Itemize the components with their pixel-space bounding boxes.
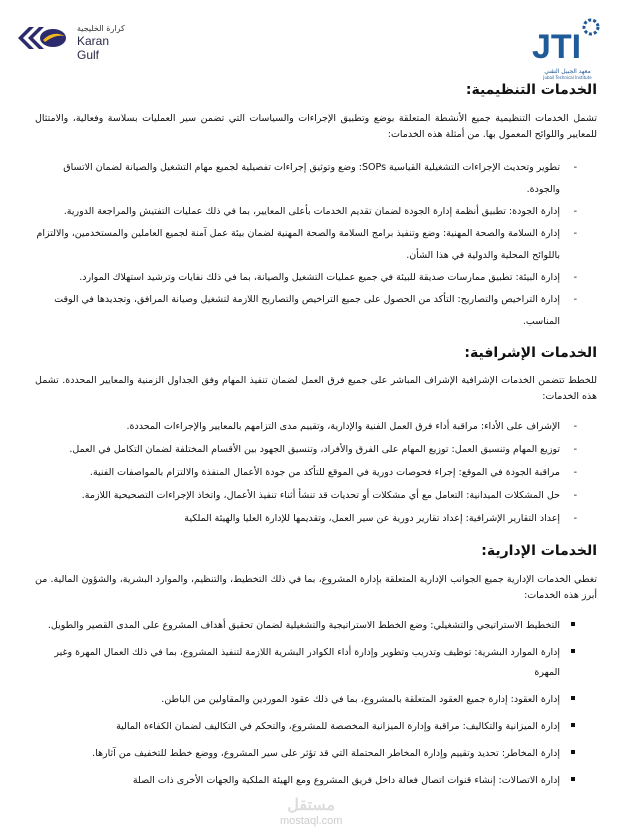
bullet-square-icon	[571, 777, 575, 781]
bullet-square-icon	[571, 750, 575, 754]
bullet-square-icon	[571, 723, 575, 727]
section-intro: للخطط تتضمن الخدمات الإشرافية الإشراف المباشر على جميع فرق العمل لضمان تنفيذ المهام وفق الجداول الزمنية والمعايير المحددة. تشمل هذه الخدمات:	[35, 375, 597, 402]
list-item: إدارة المخاطر: تحديد وتقييم وإدارة المخاطر المحتملة التي قد تؤثر على سير المشروع، ووضع خطط للتخفيف من آثارها.	[35, 744, 597, 764]
list-item: - إدارة الجودة: تطبيق أنظمة إدارة الجودة لضمان تقديم الخدمات بأعلى المعايير، بما في ذلك عمليات التفتيش والمراجعة الدورية.	[63, 206, 577, 217]
section-title: الخدمات الإشرافية:	[464, 345, 597, 361]
bullet-square-icon	[571, 649, 575, 653]
bullet-square-icon	[571, 622, 575, 626]
list-item: - الإشراف على الأداء: مراقبة أداء فرق العمل الفنية والإدارية، وتقييم مدى التزامهم بالمعايير والإجراءات المحددة.	[126, 421, 577, 432]
section-title: الخدمات التنظيمية:	[465, 82, 597, 98]
list-item: إدارة الاتصالات: إنشاء قنوات اتصال فعالة داخل فريق المشروع ومع الهيئة الملكية والجهات الأخرى ذات الصلة	[35, 771, 597, 791]
section-intro: تغطي الخدمات الإدارية جميع الجوانب الإدارية المتعلقة بإدارة المشروع، بما في ذلك التخطيط، والتنظيم، والموارد البشرية، والشؤون المالية. من أبرز هذه الخدمات:	[35, 574, 597, 601]
bullet-square-icon	[571, 696, 575, 700]
list-item: - إعداد التقارير الإشرافية: إعداد تقارير دورية عن سير العمل، وتقديمها للإدارة العليا والهيئة الملكية	[184, 513, 577, 524]
jti-logo-text: JTI	[532, 28, 582, 64]
list-item: - تطوير وتحديث الإجراءات التشغيلية القياسية SOPs: وضع وتوثيق إجراءات تفصيلية لجميع مهام التشغيل والصيانة لضمان الاتساق والجودة.	[63, 162, 577, 195]
jti-english-name: Jubail Technical Institute	[543, 75, 592, 80]
list-item: - توزيع المهام وتنسيق العمل: توزيع المهام على الفرق والأفراد، وتنسيق الجهود بين الأقسام المختلفة لضمان التكامل في العمل.	[69, 444, 577, 455]
jti-logo	[530, 18, 605, 78]
section-organizational	[35, 82, 597, 333]
section-supervisory	[35, 345, 597, 530]
service-list	[35, 415, 597, 530]
karan-gulf-emblem-icon	[15, 24, 70, 52]
section-administrative	[35, 543, 597, 798]
karan-gulf-logo	[15, 24, 125, 62]
jti-emblem-icon	[530, 18, 605, 64]
jti-arabic-name: معهد الجبيل التقني	[544, 68, 591, 75]
list-item: إدارة الميزانية والتكاليف: مراقبة وإدارة الميزانية المخصصة للمشروع، والتحكم في التكاليف لضمان الكفاءة المالية	[35, 717, 597, 737]
list-item: - حل المشكلات الميدانية: التعامل مع أي مشكلات أو تحديات قد تنشأ أثناء تنفيذ الأعمال، واتخاذ الإجراءات التصحيحية اللازمة.	[81, 490, 577, 501]
watermark: مستقل mostaql.com	[280, 797, 343, 827]
section-title: الخدمات الإدارية:	[481, 543, 597, 559]
list-item: إدارة العقود: إدارة جميع العقود المتعلقة بالمشروع، بما في ذلك عقود الموردين والمقاولين من الباطن.	[35, 690, 597, 710]
list-item: - إدارة البيئة: تطبيق ممارسات صديقة للبيئة في جميع عمليات التشغيل والصيانة، بما في ذلك نفايات وترشيد استهلاك الموارد.	[79, 272, 577, 283]
list-item: - إدارة السلامة والصحة المهنية: وضع وتنفيذ برامج السلامة والصحة المهنية لضمان بيئة عمل آمنة لجميع العاملين والمستخدمين، والالتزام باللوائح المحلية والدولية في هذا الشأن.	[36, 228, 577, 261]
list-item: - مراقبة الجودة في الموقع: إجراء فحوصات دورية في الموقع للتأكد من جودة الأعمال المنفذة والالتزام بالمواصفات الفنية.	[89, 467, 577, 478]
logo-arabic-name: كرارة الخليجية	[77, 24, 125, 33]
section-intro: تشمل الخدمات التنظيمية جميع الأنشطة المتعلقة بوضع وتطبيق الإجراءات والسياسات التي تضمن سير العمليات بسلاسة وفعالية، والامتثال للمعايير واللوائح المعمول بها. من أمثلة هذه الخدمات:	[35, 113, 597, 140]
logo-english-name: Karan Gulf	[77, 34, 110, 62]
list-item: - إدارة التراخيص والتصاريح: التأكد من الحصول على جميع التراخيص والتصاريح اللازمة لتشغيل وصيانة المرافق، وتجديدها في الوقت المناسب.	[54, 294, 577, 327]
service-list	[35, 157, 597, 333]
list-item: إدارة الموارد البشرية: توظيف وتدريب وتطوير وإدارة أداء الكوادر البشرية اللازمة لتنفيذ المشروع، بما في ذلك العمال المهرة وغير المهرة	[35, 643, 597, 683]
list-item: التخطيط الاستراتيجي والتشغيلي: وضع الخطط الاستراتيجية والتشغيلية لضمان تحقيق أهداف المشروع على المدى القصير والطويل.	[35, 616, 597, 636]
service-list	[35, 616, 597, 791]
